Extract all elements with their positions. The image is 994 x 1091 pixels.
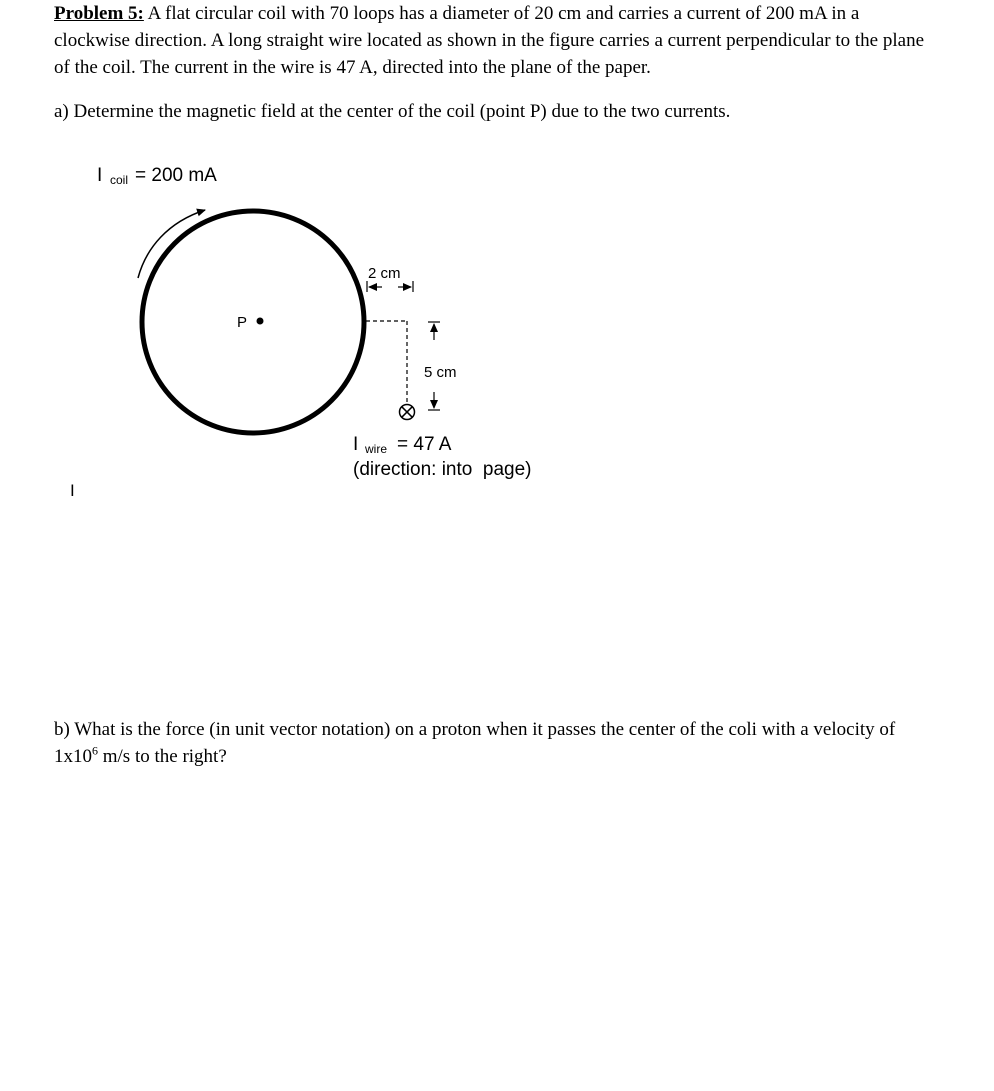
problem-text: A flat circular coil with 70 loops has a diameter of 20 cm and carries a current of 200 mA in a clockwise direction. A long straight wire located as shown in the figure carries a current perpendicular to the plane of the coil. The current in the wire is 47 A, directed into the plane of the paper. <box>54 3 925 78</box>
part-b-question <box>54 716 934 770</box>
dim-5cm-label: 5 cm <box>424 364 457 381</box>
coil-current-value: = 200 mA <box>135 165 217 186</box>
dim-2cm-label: 2 cm <box>368 265 401 282</box>
part-b-text-end: m/s to the right? <box>98 746 227 767</box>
part-b-text: b) What is the force (in unit vector notation) on a proton when it passes the center of the coli with a velocity of 1x10 <box>54 719 896 767</box>
coil-wire-figure <box>0 0 994 500</box>
point-p-dot <box>257 318 264 325</box>
wire-into-page-icon <box>400 405 415 420</box>
part-b-exponent: 6 <box>92 743 98 758</box>
wire-current-symbol: I <box>353 434 359 455</box>
problem-label: Problem 5: <box>54 3 144 24</box>
wire-direction-note: (direction: into page) <box>353 459 532 480</box>
part-a-question: a) Determine the magnetic field at the center of the coil (point P) due to the two currents. <box>54 101 731 122</box>
coil-current-symbol: I <box>97 165 103 186</box>
point-p-label: P <box>237 314 248 331</box>
text-cursor-mark: I <box>70 481 75 500</box>
coil-circle <box>142 211 364 433</box>
wire-current-subscript: wire <box>365 442 388 456</box>
wire-current-value: = 47 A <box>397 434 452 455</box>
coil-current-subscript: coil <box>110 173 129 187</box>
